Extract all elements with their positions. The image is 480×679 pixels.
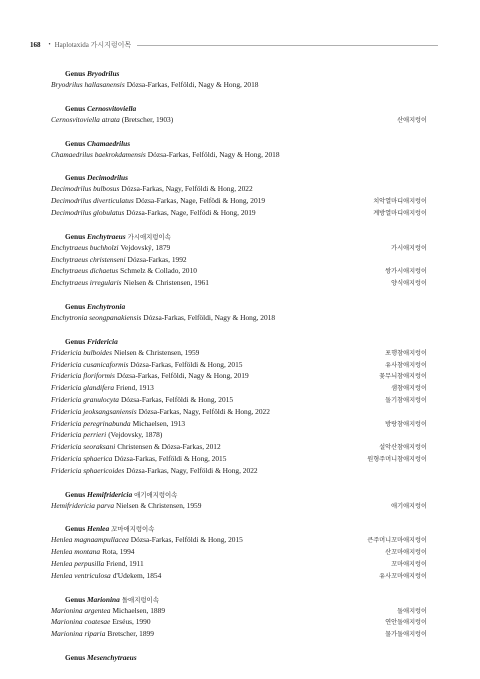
species-korean-name: 연안돌애지렁이 <box>385 619 427 627</box>
species-korean-name: 돌기참애지렁이 <box>385 396 427 404</box>
species-name: Henlea perpusilla <box>51 558 105 568</box>
species-author: Dózsa-Farkas, Felföldi & Hong, 2015 <box>130 359 243 369</box>
species-author: Rota, 1994 <box>102 547 135 557</box>
species-row <box>51 382 427 394</box>
species-row <box>51 195 427 207</box>
genus-name: Decimodrilus <box>86 173 129 183</box>
species-entry <box>51 394 233 406</box>
genus-label: Genus <box>65 489 87 499</box>
species-author: (Bretscher, 1903) <box>121 114 174 124</box>
species-name: Henlea ventriculosa <box>51 570 111 580</box>
species-name: Marionina argentea <box>51 605 111 615</box>
species-name: Bryodrilus hallasanensis <box>51 80 125 89</box>
genus-label: Genus <box>65 173 87 183</box>
species-entry <box>51 628 154 640</box>
species-name: Hemifridericia parva <box>51 500 115 510</box>
species-entry <box>51 382 154 394</box>
genus-label: Genus <box>65 301 87 311</box>
species-row <box>51 394 427 406</box>
species-name: Fridericia sphaericoides <box>51 465 125 475</box>
genus-korean-name: 돌애지렁이속 <box>121 595 159 604</box>
genus-heading <box>65 523 427 534</box>
species-row <box>51 277 427 289</box>
species-korean-name: 산애지렁이 <box>397 116 427 124</box>
species-author: Dózsa-Farkas, Nagy, Felföldi & Hong, 2022 <box>138 406 270 416</box>
genus-heading <box>65 172 427 183</box>
species-entry <box>51 500 201 512</box>
species-name: Fridericia glandifera <box>51 383 115 393</box>
species-entry <box>51 558 144 570</box>
species-korean-name: 돌애지렁이 <box>397 607 427 615</box>
species-korean-name: 원형주머니참애지렁이 <box>367 455 427 463</box>
species-korean-name: 치악열마디애지렁이 <box>373 198 427 206</box>
species-row <box>51 242 427 254</box>
species-author: Dózsa-Farkas, Nage, Felfödi & Hong, 2019 <box>126 207 256 217</box>
species-author: Dózsa-Farkas, Felföldi & Hong, 2015 <box>120 394 234 404</box>
species-entry <box>51 347 199 359</box>
genus-label: Genus <box>65 594 87 604</box>
genus-label: Genus <box>65 336 87 346</box>
species-row <box>51 149 427 161</box>
species-row <box>51 570 427 582</box>
genus-name: Fridericia <box>86 336 118 346</box>
species-name: Fridericia jeoksangsaniensis <box>51 406 137 416</box>
species-entry <box>51 359 242 371</box>
species-entry <box>51 441 221 453</box>
species-author: Dózsa-Farkas, Nagy, Felföldi & Hong, 2022 <box>126 465 258 475</box>
species-row <box>51 114 427 126</box>
species-korean-name: 양식애지렁이 <box>391 280 427 288</box>
species-entry <box>51 534 243 546</box>
species-korean-name: 설악산참애지렁이 <box>379 444 427 452</box>
species-korean-name: 유사참애지렁이 <box>385 361 427 369</box>
species-row <box>51 370 427 382</box>
species-author: Michaelsen, 1889 <box>112 605 166 615</box>
species-name: Fridericia peregrinabunda <box>51 418 131 428</box>
species-row <box>51 183 427 195</box>
species-row <box>51 628 427 640</box>
species-row <box>51 347 427 359</box>
genus-heading <box>65 336 427 347</box>
species-row <box>51 406 427 418</box>
species-author: (Vejdovsky, 1878) <box>108 430 163 440</box>
species-name: Fridericia seoraksani <box>51 442 116 452</box>
species-author: d'Udekem, 1854 <box>112 570 162 580</box>
genus-label: Genus <box>65 138 87 148</box>
species-name: Fridericia perrieri <box>51 430 107 440</box>
species-author: Dózsa-Farkas, Felföldi, Nagy & Hong, 2018 <box>143 312 276 322</box>
species-name: Fridericia bulboides <box>51 347 112 357</box>
genus-name: Hemifridericia <box>86 489 133 499</box>
species-entry <box>51 312 275 324</box>
species-entry <box>51 207 256 219</box>
species-row <box>51 265 427 277</box>
genus-label: Genus <box>65 103 87 113</box>
genus-label: Genus <box>65 69 87 78</box>
species-author: Dózsa-Farkas, Felföldi & Hong, 2015 <box>114 453 227 463</box>
running-title: Haplotaxida 가시지렁이목 <box>54 41 132 49</box>
species-korean-name: 쌍가시애지렁이 <box>385 268 427 276</box>
species-name: Fridericia cusanicaformis <box>51 359 129 369</box>
species-korean-name: 꼬마애지렁이 <box>391 560 427 568</box>
genus-korean-name: 애기애지렁이속 <box>134 490 178 499</box>
genus-label: Genus <box>65 524 87 534</box>
species-korean-name: 꽃무늬참애지렁이 <box>379 373 427 381</box>
genus-korean-name: 가시애지렁이속 <box>127 232 171 241</box>
genus-name: Enchytronia <box>86 301 126 311</box>
species-author: Dózsa-Farkas, Nagy, Felföldi & Hong, 2022 <box>121 184 253 194</box>
species-row <box>51 546 427 558</box>
species-author: Vejdovský, 1879 <box>120 242 171 252</box>
species-name: Fridericia sphaerica <box>51 453 113 463</box>
species-row <box>51 605 427 617</box>
species-author: Nielsen & Christensen, 1959 <box>113 347 200 357</box>
genus-name: Cernosvitoviella <box>86 103 137 113</box>
header-bullet: • <box>48 42 51 48</box>
species-entry <box>51 453 226 465</box>
species-name: Decimodrilus diverticulatus <box>51 196 134 206</box>
species-entry <box>51 406 270 418</box>
species-name: Decimodrilus bulbosus <box>51 184 120 194</box>
species-row <box>51 534 427 546</box>
page-header <box>30 40 438 50</box>
species-row <box>51 453 427 465</box>
genus-heading <box>65 594 427 605</box>
genus-name: Mesenchytraeus <box>86 652 137 662</box>
species-entry <box>51 149 280 161</box>
species-entry <box>51 242 170 254</box>
species-row <box>51 558 427 570</box>
species-author: Nielsen & Christensen, 1961 <box>123 278 209 288</box>
species-author: Michaelsen, 1913 <box>132 418 186 428</box>
species-row <box>51 418 427 430</box>
genus-heading <box>65 103 427 114</box>
species-entry <box>51 254 187 266</box>
species-name: Marionina coatesae <box>51 617 111 627</box>
genus-name: Marionina <box>86 594 120 604</box>
genus-heading <box>65 68 427 79</box>
species-row <box>51 441 427 453</box>
page-number: 168 <box>30 41 41 49</box>
species-entry <box>51 370 249 382</box>
species-row <box>51 79 427 91</box>
genus-name: Bryodrilus <box>86 69 120 78</box>
species-entry <box>51 195 265 207</box>
species-author: Bretscher, 1899 <box>107 629 154 639</box>
species-author: Dózsa-Farkas, Nage, Felfödi & Hong, 2019 <box>135 196 266 206</box>
genus-heading <box>65 489 427 500</box>
species-name: Decimodrilus globulatus <box>51 207 125 217</box>
species-row <box>51 500 427 512</box>
species-entry <box>51 277 209 289</box>
species-korean-name: 유사꼬마애지렁이 <box>379 572 427 580</box>
species-entry <box>51 605 165 617</box>
species-name: Enchytronia seongpanakiensis <box>51 312 142 322</box>
species-row <box>51 465 427 477</box>
species-name: Marionina riparia <box>51 629 106 639</box>
species-author: Christensen & Dózsa-Farkas, 2012 <box>117 442 221 452</box>
species-korean-name: 가시애지렁이 <box>391 244 427 252</box>
species-author: Dózsa-Farkas, Felföldi, Nagy & Hong, 2018 <box>126 80 259 89</box>
species-name: Cernosvitoviella atrata <box>51 114 120 124</box>
species-name: Henlea magnaampullacea <box>51 535 129 545</box>
genus-heading <box>65 231 427 242</box>
genus-korean-name: 꼬마애지렁이속 <box>111 525 155 534</box>
species-name: Enchytraeus dichaetus <box>51 266 119 276</box>
species-checklist <box>51 68 427 663</box>
species-korean-name: 산꼬마애지렁이 <box>385 549 427 557</box>
species-author: Dózsa-Farkas, 1992 <box>127 254 187 264</box>
species-author: Schmelz & Collado, 2010 <box>120 266 197 276</box>
species-row <box>51 207 427 219</box>
genus-heading <box>65 301 427 312</box>
species-author: Erséus, 1990 <box>112 617 151 627</box>
species-entry <box>51 114 173 126</box>
species-entry <box>51 616 151 628</box>
species-entry <box>51 265 197 277</box>
species-korean-name: 물가돌애지렁이 <box>385 631 427 639</box>
species-korean-name: 애기애지렁이 <box>391 502 427 510</box>
species-name: Enchytraeus irregularis <box>51 278 122 288</box>
genus-label: Genus <box>65 231 87 241</box>
species-name: Enchytraeus buchholzi <box>51 242 119 252</box>
species-author: Dózsa-Farkas, Felföldi & Hong, 2015 <box>130 535 243 545</box>
header-rule <box>137 45 438 46</box>
species-korean-name: 큰주머니꼬마애지렁이 <box>367 537 427 545</box>
genus-heading <box>65 652 427 663</box>
species-name: Fridericia granulocyta <box>51 394 119 404</box>
genus-name: Henlea <box>86 524 110 534</box>
species-name: Fridericia floriformis <box>51 371 115 381</box>
genus-name: Chamaedrilus <box>86 138 131 148</box>
species-row <box>51 616 427 628</box>
species-entry <box>51 183 253 195</box>
species-korean-name: 샘참애지렁이 <box>391 385 427 393</box>
species-entry <box>51 465 258 477</box>
genus-name: Enchytraeus <box>86 231 126 241</box>
species-author: Dózsa-Farkas, Felföldi, Nagy & Hong, 2019 <box>116 371 249 381</box>
genus-heading <box>65 138 427 149</box>
species-korean-name: 계방열마디애지렁이 <box>373 209 427 217</box>
species-name: Henlea montana <box>51 547 101 557</box>
species-name: Chamaedrilus baekrokdamensis <box>51 149 146 159</box>
species-entry <box>51 429 162 441</box>
species-name: Enchytraeus christenseni <box>51 254 126 264</box>
species-row <box>51 312 427 324</box>
species-entry <box>51 418 185 430</box>
species-entry <box>51 570 161 582</box>
species-author: Dózsa-Farkas, Felföldi, Nagy & Hong, 2018 <box>147 149 280 159</box>
species-author: Friend, 1913 <box>116 383 154 393</box>
genus-label: Genus <box>65 652 87 662</box>
species-entry <box>51 546 135 558</box>
species-row <box>51 254 427 266</box>
species-korean-name: 방랑참애지렁이 <box>385 420 427 428</box>
species-author: Friend, 1911 <box>106 558 144 568</box>
species-korean-name: 포행참애지렁이 <box>385 349 427 357</box>
species-entry <box>51 79 259 91</box>
species-row <box>51 429 427 441</box>
species-row <box>51 359 427 371</box>
species-author: Nielsen & Christensen, 1959 <box>116 500 202 510</box>
